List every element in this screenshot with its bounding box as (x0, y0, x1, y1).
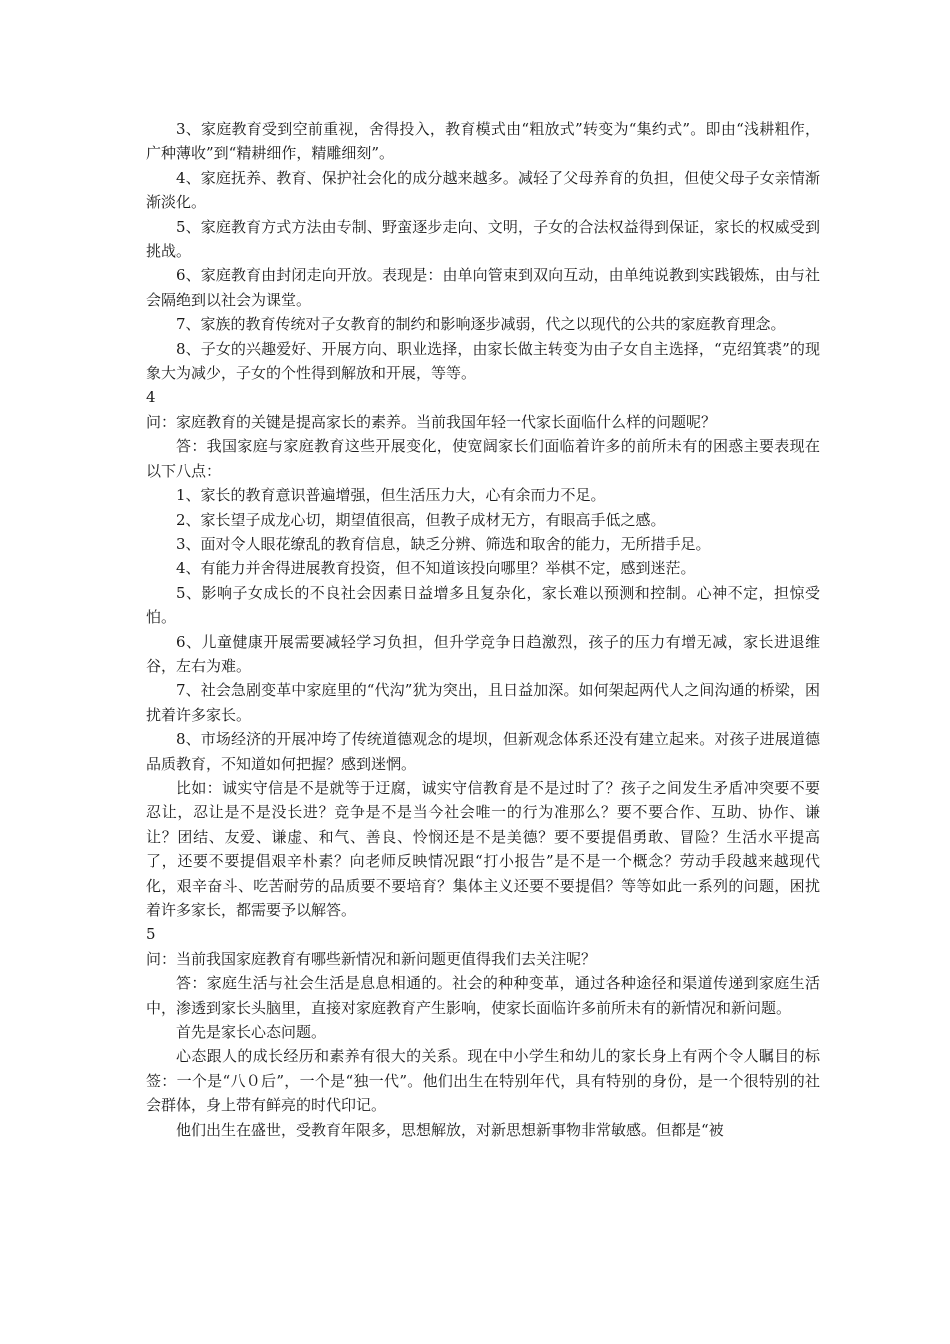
paragraph: 4、家庭抚养、教育、保护社会化的成分越来越多。减轻了父母养育的负担，但使父母子女亲情渐渐淡化。 (146, 168, 820, 212)
list-item: 2、家长望子成龙心切，期望值很高，但教子成材无方，有眼高手低之感。 (176, 510, 666, 529)
paragraph: 6、家庭教育由封闭走向开放。表现是：由单向管束到双向互动，由单纯说教到实践锻炼，由与社会隔绝到以社会为课堂。 (146, 266, 820, 309)
section-number: 5 (146, 925, 156, 944)
document-page (146, 117, 820, 1142)
list-item: 8、市场经济的开展冲垮了传统道德观念的堤坝，但新观念体系还没有建立起来。对孩子进展道德品质教育，不知道如何把握？感到迷惘。 (146, 730, 820, 773)
list-item: 4、有能力并舍得进展教育投资，但不知道该投向哪里？举棋不定，感到迷茫。 (176, 559, 696, 578)
answer: 答：我国家庭与家庭教育这些开展变化，使宽阔家长们面临着许多的前所未有的困惑主要表现在以下八点： (146, 437, 820, 480)
paragraph: 比如：诚实守信是不是就等于迂腐，诚实守信教育是不是过时了？孩子之间发生矛盾冲突要不要忍让，忍让是不是没长进？竞争是不是当今社会唯一的行为准那么？要不要合作、互助、协作、谦让？团结、友爱、谦虚、和气、善良、怜悯还是不是美德？要不要提倡勇敢、冒险？生活水平提高了，还要不要提倡艰辛朴素？向老师反映情况跟“打小报告”是不是一个概念？劳动手段越来越现代化，艰辛奋斗、吃苦耐劳的品质要不要培育？集体主义还要不要提倡？等等如此一系列的问题，困扰着许多家长，都需要予以解答。 (146, 778, 820, 919)
section-number: 4 (146, 388, 156, 407)
list-item: 1、家长的教育意识普遍增强，但生活压力大，心有余而力不足。 (176, 486, 606, 505)
paragraph: 他们出生在盛世，受教育年限多，思想解放，对新思想新事物非常敏感。但都是“被 (176, 1120, 724, 1139)
list-item: 3、面对令人眼花缭乱的教育信息，缺乏分辨、筛选和取舍的能力，无所措手足。 (176, 534, 711, 553)
paragraph: 5、家庭教育方式方法由专制、野蛮逐步走向、文明，子女的合法权益得到保证，家长的权威受到挑战。 (146, 217, 820, 261)
paragraph: 7、家族的教育传统对子女教育的制约和影响逐步减弱，代之以现代的公共的家庭教育理念。 (176, 315, 786, 334)
paragraph: 首先是家长心态问题。 (176, 1023, 327, 1042)
list-item: 7、社会急剧变革中家庭里的“代沟”犹为突出，且日益加深。如何架起两代人之间沟通的桥梁，困扰着许多家长。 (146, 681, 820, 724)
question: 问：家庭教育的关键是提高家长的素养。当前我国年轻一代家长面临什么样的问题呢？ (146, 412, 717, 431)
paragraph: 8、子女的兴趣爱好、开展方向、职业选择，由家长做主转变为由子女自主选择，“克绍箕裘”的现象大为减少，子女的个性得到解放和开展，等等。 (146, 339, 820, 383)
question: 问：当前我国家庭教育有哪些新情况和新问题更值得我们去关注呢？ (146, 949, 597, 968)
paragraph: 3、家庭教育受到空前重视，舍得投入，教育模式由“粗放式”转变为“集约式”。即由“浅耕粗作，广种薄收”到“精耕细作，精雕细刻”。 (146, 120, 820, 163)
list-item: 5、影响子女成长的不良社会因素日益增多且复杂化，家长难以预测和控制。心神不定，担惊受怕。 (146, 583, 820, 627)
paragraph: 心态跟人的成长经历和素养有很大的关系。现在中小学生和幼儿的家长身上有两个令人瞩目的标签：一个是“八０后”，一个是“独一代”。他们出生在特别年代，具有特别的身份，是一个很特别的社会群体，身上带有鲜亮的时代印记。 (146, 1047, 820, 1115)
list-item: 6、儿童健康开展需要减轻学习负担，但升学竞争日趋激烈，孩子的压力有增无减，家长进退维谷，左右为难。 (146, 632, 820, 675)
answer: 答：家庭生活与社会生活是息息相通的。社会的种种变革，通过各种途径和渠道传递到家庭生活中，渗透到家长头脑里，直接对家庭教育产生影响，使家长面临许多前所未有的新情况和新问题。 (146, 974, 820, 1017)
